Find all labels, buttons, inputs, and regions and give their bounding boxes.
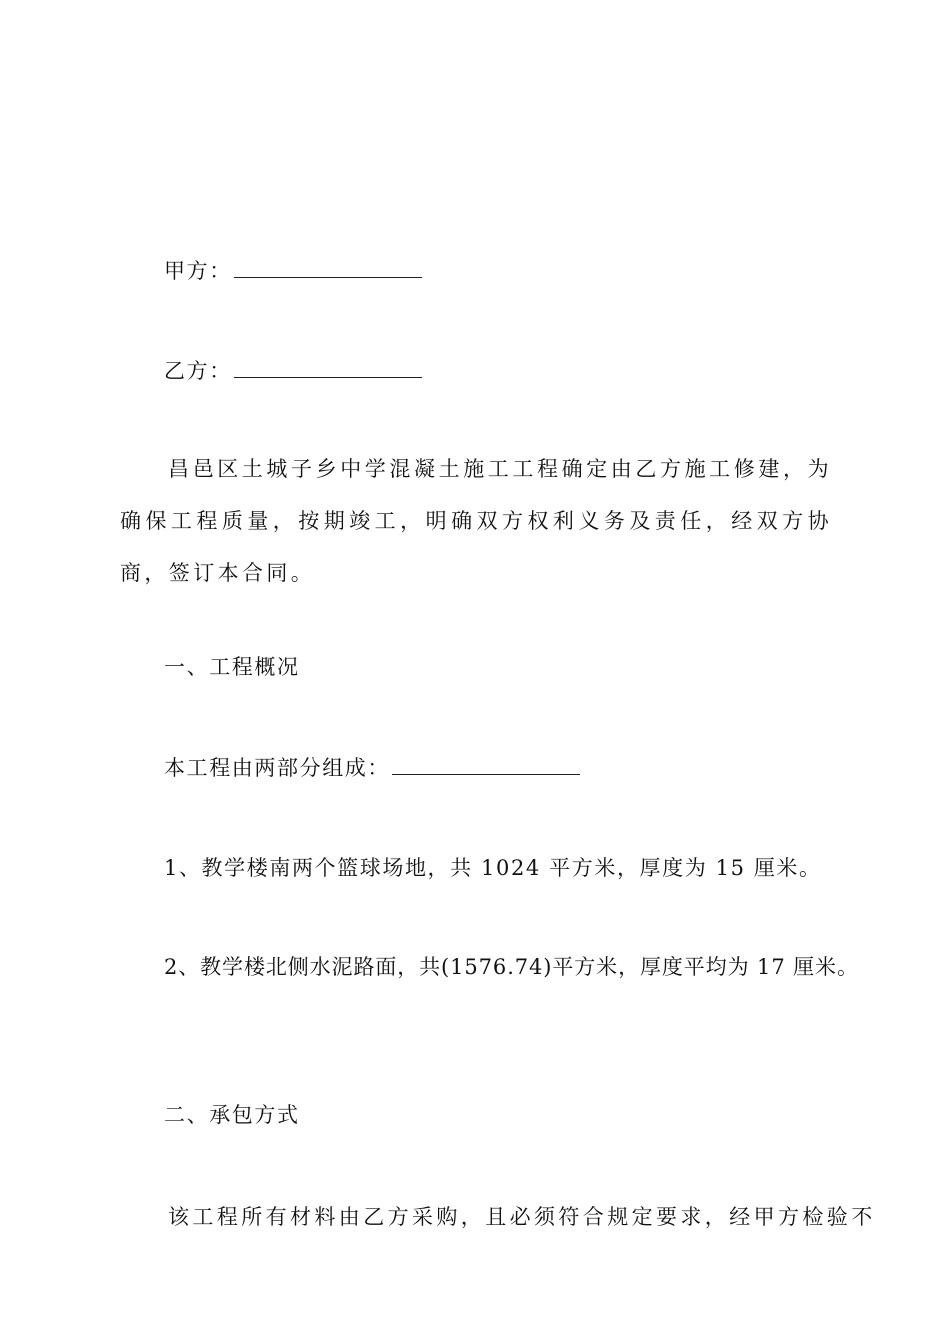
party-a-blank	[234, 257, 422, 278]
party-b-blank	[234, 357, 422, 378]
section-1-heading: 一、工程概况	[164, 655, 300, 679]
intro-paragraph: 昌邑区土城子乡中学混凝土施工工程确定由乙方施工修建，为确保工程质量，按期竣工，明确双方权利义务及责任，经双方协商，签订本合同。	[120, 457, 832, 585]
party-b-label: 乙方：	[164, 359, 232, 383]
party-a-label: 甲方：	[164, 259, 232, 283]
party-a-line	[164, 256, 422, 286]
section-2-text: 该工程所有材料由乙方采购，且必须符合规定要求，经甲方检验不	[168, 1205, 876, 1229]
item-2: 2、教学楼北侧水泥路面，共(1576.74)平方米，厚度平均为 17 厘米。	[164, 955, 859, 979]
composition-label: 本工程由两部分组成：	[164, 756, 390, 780]
party-b-line	[164, 356, 422, 386]
composition-blank	[392, 754, 580, 775]
item-1: 1、教学楼南两个篮球场地，共 1024 平方米，厚度为 15 厘米。	[164, 856, 822, 880]
composition-line	[164, 753, 580, 783]
section-2-heading: 二、承包方式	[164, 1103, 300, 1127]
